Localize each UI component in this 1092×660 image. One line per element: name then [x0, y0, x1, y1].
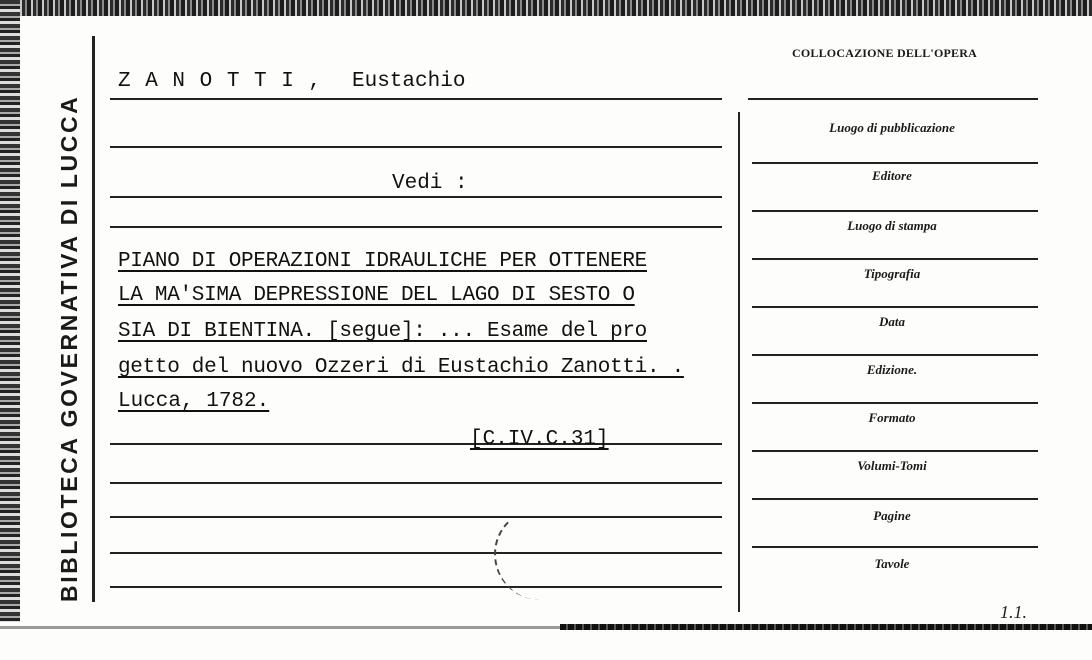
field-rule [752, 402, 1038, 404]
author-name: Eustachio [352, 70, 466, 93]
scan-edge-top [0, 0, 1092, 16]
pencil-mark [494, 508, 576, 600]
field-rule [752, 162, 1038, 164]
scan-edge-left [0, 0, 20, 660]
ruled-line [110, 516, 722, 518]
ruled-line [110, 226, 722, 228]
title-line-4: getto del nuovo Ozzeri di Eustachio Zanotti. . [118, 356, 684, 379]
right-rule [748, 98, 1038, 100]
ruled-line [110, 98, 722, 100]
field-formato: Formato [868, 410, 916, 425]
corner-mark: 1.1. [1000, 602, 1027, 622]
see-label: Vedi : [392, 172, 468, 195]
ruled-line [110, 146, 722, 148]
ruled-line [110, 586, 722, 588]
field-rule [752, 210, 1038, 212]
title-line-3: SIA DI BIENTINA. [segue]: ... Esame del pro [118, 320, 647, 343]
title-line-5: Lucca, 1782. [118, 390, 270, 413]
margin-rule [92, 36, 95, 602]
field-volumi-tomi: Volumi-Tomi [857, 458, 927, 473]
scan-edge-bottom-dark [560, 624, 1092, 630]
field-tipografia: Tipografia [863, 266, 921, 281]
institution-label: BIBLIOTECA GOVERNATIVA DI LUCCA [56, 94, 82, 602]
field-pagine: Pagine [873, 508, 911, 523]
field-edizione: Edizione. [866, 362, 918, 377]
field-luogo-pubblicazione: Luogo di pubblicazione [829, 120, 955, 135]
ruled-line [110, 196, 722, 198]
right-column-rule [738, 112, 740, 612]
ruled-line [110, 552, 722, 554]
collocation-heading: COLLOCAZIONE DELL'OPERA [792, 46, 977, 60]
field-data: Data [879, 314, 905, 329]
field-editore: Editore [872, 168, 912, 183]
author-surname: Z A N O T T I , [118, 70, 323, 93]
title-line-2: LA MA'SIMA DEPRESSIONE DEL LAGO DI SESTO O [118, 284, 635, 307]
title-line-1: PIANO DI OPERAZIONI IDRAULICHE PER OTTENERE [118, 250, 647, 273]
ruled-line [110, 482, 722, 484]
field-rule [752, 306, 1038, 308]
field-rule [752, 498, 1038, 500]
shelfmark: [C.IV.C.31] [470, 428, 609, 451]
field-rule [752, 546, 1038, 548]
field-rule [752, 258, 1038, 260]
field-tavole: Tavole [874, 556, 910, 571]
field-rule [752, 354, 1038, 356]
field-rule [752, 450, 1038, 452]
field-luogo-stampa: Luogo di stampa [847, 218, 937, 233]
ruled-line [110, 443, 722, 445]
